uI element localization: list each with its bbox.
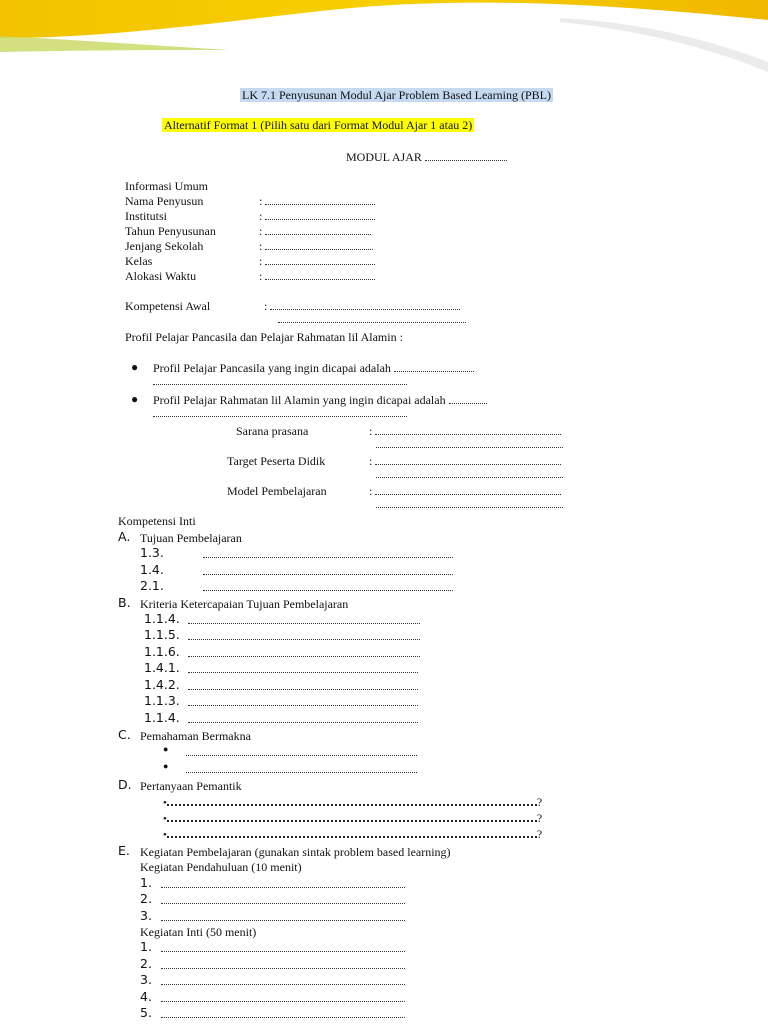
bullet-icon: ● — [131, 392, 139, 406]
list-item-blank — [203, 574, 453, 575]
field-label-institutsi: Institutsi — [125, 209, 168, 223]
list-item: 1.1.5. — [144, 627, 180, 642]
modul-ajar-blank — [425, 151, 507, 161]
list-item-blank — [161, 887, 405, 888]
list-item: 1.1.3. — [144, 693, 180, 708]
list-item: 3. — [140, 908, 152, 923]
list-item-blank — [161, 920, 405, 921]
list-item: 1. — [140, 875, 152, 890]
list-item-blank — [186, 755, 417, 756]
pertanyaan-item: • ? — [163, 795, 543, 809]
list-item-blank — [161, 968, 405, 969]
kegiatan-pendahuluan-title: Kegiatan Pendahuluan (10 menit) — [140, 860, 302, 874]
field-blank-tahun-penyusunan: : — [259, 224, 371, 238]
modul-ajar-label: MODUL AJAR — [346, 150, 422, 164]
list-item: 1.4.1. — [144, 660, 180, 675]
bullet-icon: ● — [131, 360, 139, 374]
list-item-blank — [188, 705, 418, 706]
document-subtitle-text: Alternatif Format 1 (Pilih satu dari Format Modul Ajar 1 atau 2) — [164, 118, 473, 132]
field-label-jenjang-sekolah: Jenjang Sekolah — [125, 239, 204, 253]
section-c-letter: C. — [118, 727, 131, 742]
list-item-blank — [161, 903, 405, 904]
list-item: 1.3. — [140, 545, 164, 560]
document-subtitle — [162, 118, 474, 132]
list-item-blank — [161, 951, 405, 952]
list-item: 1.4. — [140, 562, 164, 577]
list-item-blank — [203, 590, 453, 591]
list-item: 5. — [140, 1005, 152, 1020]
bullet-icon: • — [163, 797, 167, 809]
kompetensi-awal-label: Kompetensi Awal — [125, 299, 211, 313]
section-a-letter: A. — [118, 529, 131, 544]
target-peserta-didik-blank-2 — [376, 477, 563, 478]
model-pembelajaran-label: Model Pembelajaran — [227, 484, 327, 498]
profil-pancasila-item — [153, 361, 474, 375]
section-b-title: Kriteria Ketercapaian Tujuan Pembelajaran — [140, 597, 349, 611]
section-a-title: Tujuan Pembelajaran — [140, 531, 242, 545]
list-item-blank — [161, 1001, 405, 1002]
profil-pancasila-blank — [153, 384, 407, 385]
model-pembelajaran-blank: : — [369, 484, 561, 498]
list-item-blank — [188, 639, 420, 640]
field-blank-jenjang-sekolah: : — [259, 239, 373, 253]
bullet-icon: ● — [163, 761, 169, 771]
kegiatan-inti-title: Kegiatan Inti (50 menit) — [140, 925, 257, 939]
informasi-umum-heading: Informasi Umum — [125, 179, 208, 193]
sarana-prasana-blank-2 — [376, 447, 563, 448]
field-label-alokasi-waktu: Alokasi Waktu — [125, 269, 197, 283]
sarana-prasana-blank: : — [369, 424, 561, 438]
list-item-blank — [188, 623, 420, 624]
bullet-icon: • — [163, 813, 167, 825]
list-item: 3. — [140, 972, 152, 987]
field-label-kelas: Kelas — [125, 254, 153, 268]
list-item: 1.1.4. — [144, 710, 180, 725]
section-d-letter: D. — [118, 777, 132, 792]
document-title — [240, 88, 553, 102]
kompetensi-awal-blank-2 — [278, 322, 466, 323]
list-item-blank — [188, 722, 418, 723]
model-pembelajaran-blank-2 — [376, 507, 563, 508]
field-blank-alokasi-waktu: : — [259, 269, 375, 283]
field-blank-nama-penyusun: : — [259, 194, 375, 208]
profil-heading: Profil Pelajar Pancasila dan Pelajar Rahmatan lil Alamin : — [125, 330, 403, 344]
profil-rahmatan-blank — [153, 416, 407, 417]
list-item: 1.1.4. — [144, 611, 180, 626]
kompetensi-inti-heading: Kompetensi Inti — [118, 514, 196, 528]
profil-rahmatan-text: Profil Pelajar Rahmatan lil Alamin yang ingin dicapai adalah — [153, 393, 446, 407]
list-item-blank — [186, 772, 417, 773]
list-item: 2. — [140, 891, 152, 906]
section-d-title: Pertanyaan Pemantik — [140, 779, 242, 793]
list-item-blank — [188, 689, 418, 690]
pertanyaan-item: • ? — [163, 811, 543, 825]
list-item-blank — [161, 984, 405, 985]
section-b-letter: B. — [118, 595, 131, 610]
profil-pancasila-text: Profil Pelajar Pancasila yang ingin dicapai adalah — [153, 361, 391, 375]
list-item-blank — [161, 1017, 405, 1018]
list-item-blank — [188, 656, 420, 657]
list-item: 1.1.6. — [144, 644, 180, 659]
list-item: 4. — [140, 989, 152, 1004]
list-item: 2.1. — [140, 578, 164, 593]
profil-rahmatan-item — [153, 393, 487, 407]
header-wave-decoration — [0, 0, 768, 80]
field-blank-institutsi: : — [259, 209, 375, 223]
section-e-letter: E. — [118, 843, 130, 858]
pertanyaan-item: • ? — [163, 827, 543, 841]
section-c-title: Pemahaman Bermakna — [140, 729, 251, 743]
section-e-title: Kegiatan Pembelajaran (gunakan sintak problem based learning) — [140, 845, 451, 859]
list-item-blank — [203, 557, 453, 558]
document-title-text: LK 7.1 Penyusunan Modul Ajar Problem Based Learning (PBL) — [242, 88, 551, 102]
target-peserta-didik-blank: : — [369, 454, 561, 468]
field-label-nama-penyusun: Nama Penyusun — [125, 194, 204, 208]
target-peserta-didik-label: Target Peserta Didik — [227, 454, 326, 468]
modul-ajar-heading — [346, 150, 507, 164]
kompetensi-awal-blank: : — [264, 299, 460, 313]
list-item: 2. — [140, 956, 152, 971]
field-blank-kelas: : — [259, 254, 375, 268]
bullet-icon: • — [163, 829, 167, 841]
bullet-icon: ● — [163, 744, 169, 754]
field-label-tahun-penyusunan: Tahun Penyusunan — [125, 224, 216, 238]
sarana-prasana-label: Sarana prasana — [236, 424, 309, 438]
list-item: 1.4.2. — [144, 677, 180, 692]
list-item-blank — [188, 672, 418, 673]
list-item: 1. — [140, 939, 152, 954]
